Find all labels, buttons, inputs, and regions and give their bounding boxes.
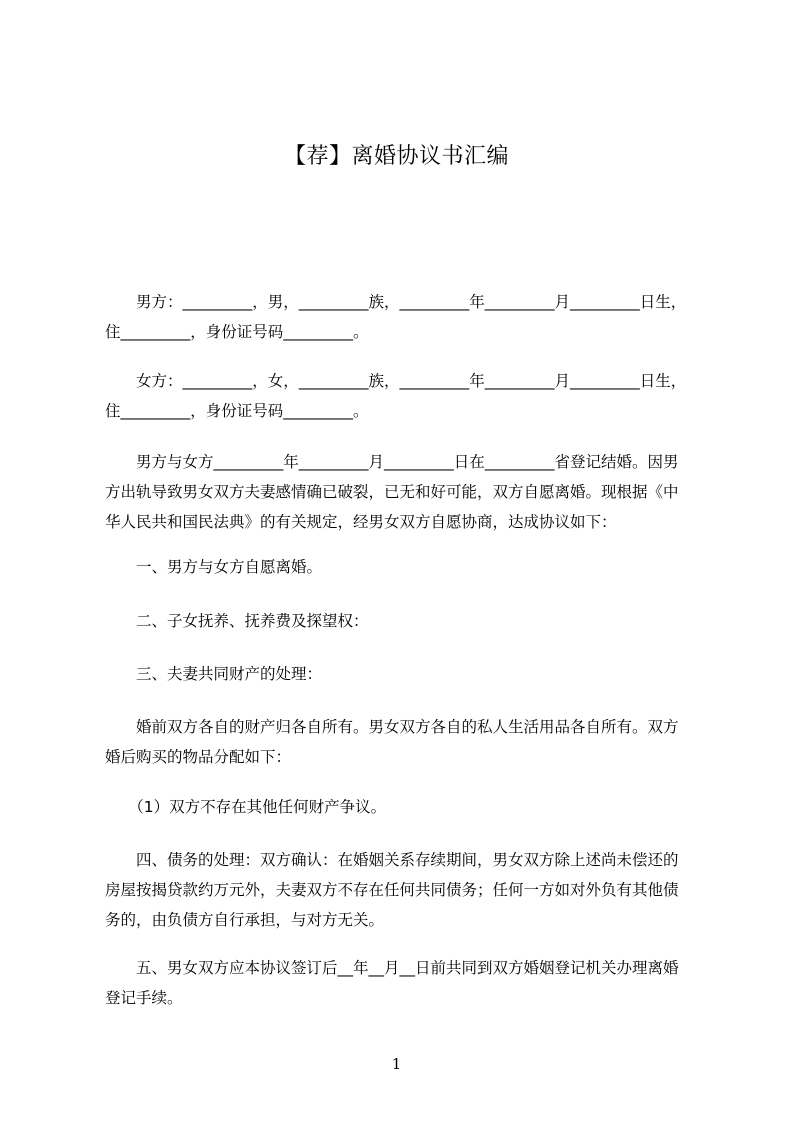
- text-line: （1）双方不存在其他任何财产争议。: [105, 798, 387, 816]
- text-line: 三、夫妻共同财产的处理：: [105, 665, 323, 683]
- text-line: 方出轨导致男女双方夫妻感情确已破裂，已无和好可能，双方自愿离婚。现根据《中: [105, 483, 679, 501]
- paragraph-clause-2: [105, 606, 705, 636]
- text-line: 四、债务的处理：双方确认：在婚姻关系存续期间，男女双方除上述尚未偿还的: [105, 851, 679, 869]
- text-line: 男方与女方_________年_________月_________日在_________省登记结婚。因男: [105, 453, 679, 471]
- text-line: 婚前双方各自的财产归各自所有。男女双方各自的私人生活用品各自所有。双方: [105, 718, 679, 736]
- paragraph-clause-5: [105, 953, 705, 1013]
- paragraph-property-item-1: [105, 792, 705, 822]
- text-line: 男方：_________，男，_________族，_________年_________月_________日生，: [105, 293, 687, 311]
- text-line: 二、子女抚养、抚养费及探望权：: [105, 612, 369, 630]
- text-line: 婚后购买的物品分配如下：: [105, 748, 292, 766]
- paragraph-property: [105, 712, 705, 772]
- text-line: 务的，由负债方自行承担，与对方无关。: [105, 911, 385, 929]
- paragraph-male-party: [105, 287, 705, 347]
- page-number: 1: [391, 1055, 402, 1073]
- text-line: 住_________，身份证号码_________。: [105, 323, 369, 341]
- text-line: 住_________，身份证号码_________。: [105, 402, 369, 420]
- text-line: 女方：_________，女，_________族，_________年_________月_________日生，: [105, 372, 687, 390]
- text-line: 华人民共和国民法典》的有关规定，经男女双方自愿协商，达成协议如下：: [105, 513, 617, 531]
- text-line: 一、男方与女方自愿离婚。: [105, 558, 323, 576]
- paragraph-female-party: [105, 366, 705, 426]
- paragraph-clause-4: [105, 845, 705, 935]
- text-line: 房屋按揭贷款约万元外，夫妻双方不存在任何共同债务；任何一方如对外负有其他债: [105, 881, 679, 899]
- document-title: 【荐】离婚协议书汇编: [283, 144, 509, 169]
- paragraph-intro: [105, 447, 705, 537]
- text-line: 登记手续。: [105, 989, 183, 1007]
- paragraph-clause-3: [105, 659, 705, 689]
- paragraph-clause-1: [105, 552, 705, 582]
- text-line: 五、男女双方应本协议签订后__年__月__日前共同到双方婚姻登记机关办理离婚: [105, 959, 679, 977]
